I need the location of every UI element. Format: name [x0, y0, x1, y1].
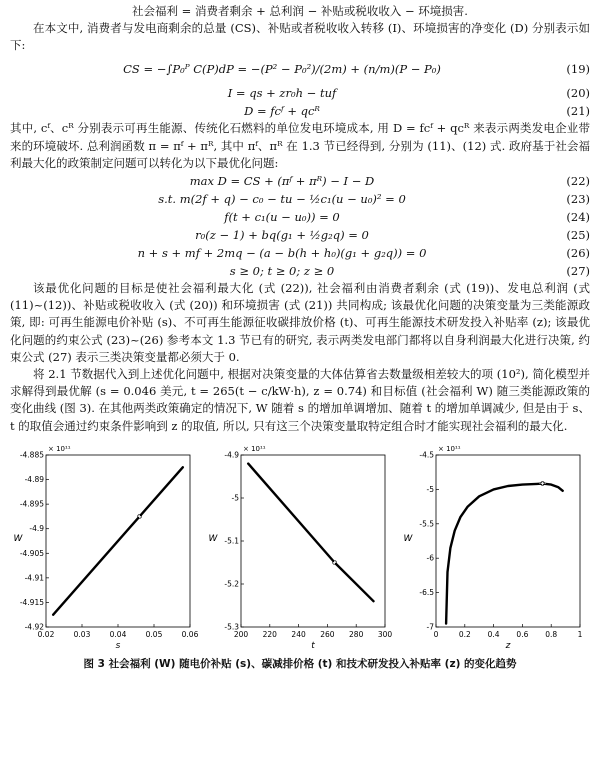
y-tick-label: -4.895 [19, 499, 44, 509]
x-tick-label: 1 [577, 629, 583, 639]
equation-25-num: (25) [566, 228, 590, 243]
equation-20-num: (20) [566, 86, 590, 101]
equation-20-expr: I = qs + zr₀h − tuf [227, 86, 337, 101]
y-tick-label: -6 [426, 553, 434, 563]
x-tick-label: 0.05 [145, 629, 163, 639]
axis-multiplier: × 10¹¹ [438, 444, 461, 453]
x-axis-label: s [115, 640, 121, 651]
y-tick-label: -5.1 [224, 536, 239, 546]
equation-20 [10, 84, 590, 102]
equation-26-num: (26) [566, 246, 590, 261]
x-tick-label: 0.02 [37, 629, 55, 639]
x-tick-label: 0.04 [109, 629, 127, 639]
y-axis-label: W [13, 533, 23, 544]
x-tick-label: 0.2 [458, 629, 471, 639]
equation-26-expr: n + s + mf + 2mq − (a − b(h + h₀)(g₁ + g₂q)) = 0 [137, 246, 427, 261]
equation-27 [10, 262, 590, 280]
y-tick-label: -5 [426, 484, 434, 494]
y-tick-label: -4.9 [29, 524, 44, 534]
plot-frame [436, 455, 580, 627]
x-tick-label: 280 [349, 629, 364, 639]
axis-multiplier: × 10¹¹ [243, 444, 266, 453]
equation-25 [10, 226, 590, 244]
result-paragraph: 将 2.1 节数据代入到上述优化问题中, 根据对决策变量的大体估算省去数量级相差较大的项 (10²), 简化模型并求解得到最优解 (s = 0.046 美元, t = 265(t − c/kW·h), z = 0.74) 和目标值 (社会福利 W) 随三类能源政策的变化曲线 (图 3). 在其他两类政策确定的情况下, W 随着 s 的增加单调增加、随着 t 的增加单调减少, 但是由于 s、t 的取值会通过约束条件影响到 z 的取值, 所以, 只有这三个决策变量取特定组合时才能实现社会福利的最大化. [10, 367, 590, 433]
equation-22 [10, 172, 590, 190]
equation-19-expr: CS = −∫P₀ᴾ C(P)dP = −(P² − P₀²)/(2m) + (n/m)(P − P₀) [123, 62, 441, 77]
equation-24-num: (24) [566, 210, 590, 225]
x-tick-label: 0.03 [73, 629, 91, 639]
figure-caption: 图 3 社会福利 (W) 随电价补贴 (s)、碳减排价格 (t) 和技术研发投入补贴率 (z) 的变化趋势 [83, 657, 517, 670]
paper-page [10, 0, 590, 671]
chart-w-vs-s [10, 441, 200, 651]
x-tick-label: 0.4 [487, 629, 500, 639]
y-tick-label: -4.92 [24, 622, 44, 632]
y-tick-label: -5.2 [224, 579, 239, 589]
axis-multiplier: × 10¹¹ [48, 444, 71, 453]
equation-22-expr: max D = CS + (πᶠ + πᴿ) − I − D [189, 174, 375, 189]
x-tick-label: 0 [433, 629, 439, 639]
y-tick-label: -4.885 [19, 450, 44, 460]
y-tick-label: -5 [231, 493, 239, 503]
x-axis-label: z [505, 640, 511, 651]
equation-19 [10, 54, 590, 84]
y-tick-label: -4.905 [19, 548, 44, 558]
figure-3 [10, 441, 590, 656]
y-tick-label: -4.89 [24, 474, 44, 484]
equation-23-num: (23) [566, 192, 590, 207]
y-tick-label: -4.915 [19, 597, 44, 607]
equation-23 [10, 190, 590, 208]
welfare-definition: 社会福利 = 消费者剩余 + 总利润 − 补贴或税收收入 − 环境损害. [132, 4, 468, 18]
equation-21-expr: D = fcᶠ + qcᴿ [244, 104, 320, 119]
x-tick-label: 300 [377, 629, 393, 639]
equation-19-num: (19) [566, 62, 590, 77]
y-tick-label: -7 [426, 622, 434, 632]
equation-24-expr: f(t + c₁(u − u₀)) = 0 [224, 210, 340, 225]
x-tick-label: 220 [262, 629, 277, 639]
equation-block-welfare [10, 54, 590, 120]
x-tick-label: 0.6 [516, 629, 529, 639]
x-axis-label: t [311, 640, 315, 651]
y-tick-label: -4.5 [419, 450, 434, 460]
equation-21 [10, 102, 590, 120]
equation-25-expr: r₀(z − 1) + bq(g₁ + ½g₂q) = 0 [195, 228, 369, 243]
equation-27-expr: s ≥ 0; t ≥ 0; z ≥ 0 [229, 264, 335, 279]
environment-paragraph: 其中, cᶠ、cᴿ 分别表示可再生能源、传统化石燃料的单位发电环境成本, 用 D = fcᶠ + qcᴿ 来表示两类发电企业带来的环境破坏. 总利润函数 π = πᶠ + πᴿ, 其中 πᶠ、πᴿ 在 1.3 节已经得到, 分别为 (11)、(12) 式. 政府基于社会福利最大化的政策制定问题可以转化为以下最优化问题: [10, 121, 590, 170]
y-tick-label: -4.9 [224, 450, 239, 460]
x-tick-label: 200 [233, 629, 249, 639]
intro-paragraph: 在本文中, 消费者与发电商剩余的总量 (CS)、补贴或者税收收入转移 (I)、环境损害的净变化 (D) 分别表示如下: [10, 21, 590, 53]
equation-21-num: (21) [566, 104, 590, 119]
optimization-block [10, 172, 590, 280]
equation-24 [10, 208, 590, 226]
y-axis-label: W [208, 533, 218, 544]
x-tick-label: 0.8 [545, 629, 558, 639]
problem-paragraph: 该最优化问题的目标是使社会福利最大化 (式 (22)), 社会福利由消费者剩余 (式 (19))、发电总利润 (式 (11)~(12))、补贴或税收收入 (式 (20)) 和环境损害 (式 (21)) 共同构成; 该最优化问题的决策变量为三类能源政策, 即: 可再生能源电价补贴 (s)、不可再生能源征收碳排放价格 (t)、可再生能源技术研发投入补贴率 (z); 该最优化问题的约束公式 (23)~(26) 参考本文 1.3 节已有的研究, 表示两类发电部门都将以自身利润最大化进行决策, 约束公式 (27) 表示三类决策变量都必须大于 0. [10, 281, 590, 364]
chart-w-vs-z [400, 441, 590, 651]
x-tick-label: 240 [291, 629, 306, 639]
y-tick-label: -5.5 [419, 519, 434, 529]
chart-w-vs-t [205, 441, 395, 651]
y-tick-label: -6.5 [419, 587, 434, 597]
x-tick-label: 0.06 [181, 629, 199, 639]
x-tick-label: 260 [320, 629, 335, 639]
y-axis-label: W [403, 533, 413, 544]
equation-23-expr: s.t. m(2f + q) − c₀ − tu − ½c₁(u − u₀)² = 0 [158, 192, 406, 207]
y-tick-label: -4.91 [24, 573, 44, 583]
equation-22-num: (22) [566, 174, 590, 189]
equation-26 [10, 244, 590, 262]
equation-27-num: (27) [566, 264, 590, 279]
y-tick-label: -5.3 [224, 622, 239, 632]
